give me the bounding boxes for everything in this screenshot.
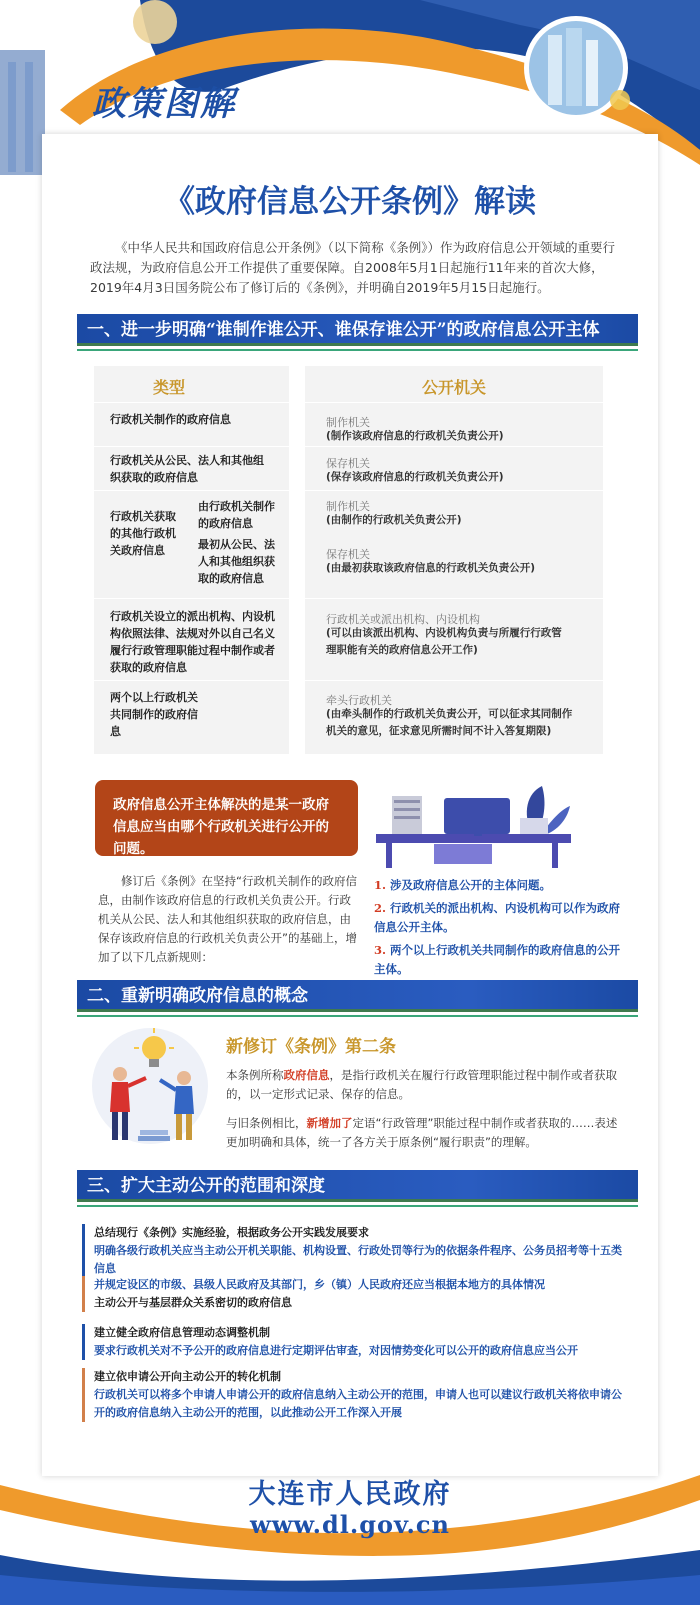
type-subcell: 最初从公民、法人和其他组织获取的政府信息 [198,538,275,585]
agency-name: 制作机关 [326,416,370,429]
agency-name: 保存机关 [326,548,370,561]
footer-url[interactable]: www.dl.gov.cn [250,1510,450,1539]
list-item: 3. 两个以上行政机关共同制作的政府信息的公开主体。 [374,943,621,976]
row-divider [94,402,603,403]
agency-desc: (可以由该派出机构、内设机构负责与所履行行政管理职能有关的政府信息公开工作) [326,627,562,656]
intro-paragraph: 《中华人民共和国政府信息公开条例》（以下简称《条例》）作为政府信息公开领域的重要行政法规，为政府信息公开工作提供了重要保障。自2008年5月1日起施行11年来的首次大修，2019年4月3日国务院公布了修订后的《条例》，并明确自2019年5月15日起施行。 [90,240,616,295]
section2-banner: 二、重新明确政府信息的概念 [77,980,638,1012]
agency-desc: (由制作的行政机关负责公开) [326,514,462,526]
header-title: 政策图解 [92,84,236,124]
new-rules-list [374,876,624,983]
section2-definition: 本条例所称政府信息，是指行政机关在履行行政管理职能过程中制作或者获取的，以一定形式记录、保存的信息。 [226,1068,617,1101]
page-title: 《政府信息公开条例》解读 [164,184,536,220]
section2-banner-underline [77,1015,638,1017]
row-divider [94,680,603,681]
agency-desc: (由最初获取该政府信息的行政机关负责公开) [326,562,536,574]
highlight-term: 新增加了 [306,1116,353,1130]
section2-comparison: 与旧条例相比，新增加了定语“行政管理”职能过程中制作或者获取的……表述更加明确和具体，统一了各方关于原条例“履行职责”的理解。 [226,1116,618,1149]
agency-name: 行政机关或派出机构、内设机构 [326,613,480,626]
type-cell: 行政机关获取的其他行政机关政府信息 [110,510,176,557]
footer-org-name: 大连市人民政府 [248,1479,452,1510]
section3-item: 建立依申请公开向主动公开的转化机制 行政机关可以将多个申请人申请公开的政府信息纳入主动公开的范围，申请人也可以建议行政机关将依申请公开的政府信息纳入主动公开的范围，以此推动公开工作深入开展 [82,1368,627,1422]
agency-name: 保存机关 [326,457,370,470]
type-column-header: 类型 [152,378,185,397]
type-cell: 行政机关设立的派出机构、内设机构依照法律、法规对外以自己名义履行行政管理职能过程中制作或者获取的政府信息 [110,610,275,674]
list-item: 2. 行政机关的派出机构、内设机构可以作为政府信息公开主体。 [374,901,621,934]
type-subcell: 由行政机关制作的政府信息 [198,500,275,530]
agency-desc: (由牵头制作的行政机关负责公开，可以征求其同制作机关的意见，征求意见所需时间不计入答复期限) [326,708,573,737]
highlight-term: 政府信息 [283,1068,330,1082]
list-item: 1. 涉及政府信息公开的主体问题。 [374,878,552,892]
section3-item: 并规定设区的市级、县级人民政府及其部门，乡（镇）人民政府还应当根据本地方的具体情况 主动公开与基层群众关系密切的政府信息 [82,1276,627,1312]
section2-subtitle: 新修订《条例》第二条 [226,1037,396,1057]
section3-banner: 三、扩大主动公开的范围和深度 [77,1170,638,1202]
agency-desc: (保存该政府信息的行政机关负责公开) [326,471,504,483]
section3-item: 建立健全政府信息管理动态调整机制 要求行政机关对不予公开的政府信息进行定期评估审查，对因情势变化可以公开的政府信息应当公开 [82,1324,627,1360]
row-divider [94,598,603,599]
type-cell: 行政机关制作的政府信息 [110,413,231,426]
agency-name: 制作机关 [326,500,370,513]
section1-paragraph: 修订后《条例》在坚持“行政机关制作的政府信息，由制作该政府信息的行政机关负责公开。行政机关从公民、法人和其他组织获取的政府信息，由保存该政府信息的行政机关负责公开”的基础上，增加了以下几点新规则： [98,874,357,964]
desk-illustration [372,778,577,870]
callout-box: 政府信息公开主体解决的是某一政府信息应当由哪个行政机关进行公开的问题。 [95,780,358,856]
row-divider [94,446,603,447]
type-cell: 两个以上行政机关共同制作的政府信息 [110,691,198,738]
agency-name: 牵头行政机关 [326,694,392,707]
people-lightbulb-illustration [90,1022,218,1150]
row-divider [94,490,603,491]
section1-banner-underline [77,349,638,351]
section1-banner: 一、进一步明确“谁制作谁公开、谁保存谁公开”的政府信息公开主体 [77,314,638,346]
agency-desc: (制作该政府信息的行政机关负责公开) [326,430,504,442]
type-cell: 行政机关从公民、法人和其他组织获取的政府信息 [110,454,264,484]
section3-banner-underline [77,1205,638,1207]
section3-item: 总结现行《条例》实施经验，根据政务公开实践发展要求 明确各级行政机关应当主动公开机关职能、机构设置、行政处罚等行为的依据条件程序、公务员招考等十五类信息 [82,1224,627,1278]
agency-column-header: 公开机关 [421,378,486,397]
